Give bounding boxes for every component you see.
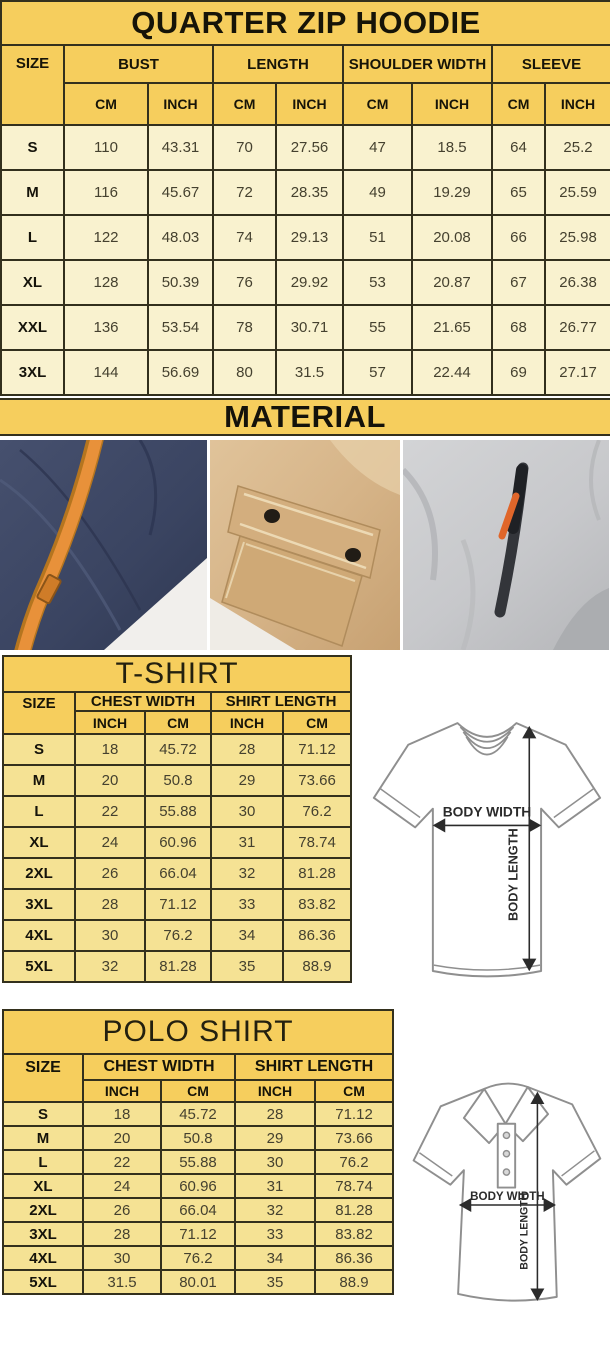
length-cm-cell: 76.2	[315, 1150, 393, 1174]
length-inch-cell: 32	[211, 858, 283, 889]
length-inch-cell: 33	[235, 1222, 315, 1246]
unit-header-cm: CM	[315, 1080, 393, 1102]
chest-cm-cell: 60.96	[161, 1174, 235, 1198]
size-cell: XL	[3, 1174, 83, 1198]
polo-table-row	[3, 1246, 393, 1270]
size-cell: 5XL	[3, 1270, 83, 1294]
tshirt-table-row	[3, 951, 351, 982]
unit-header-cm: CM	[145, 711, 211, 734]
hoodie-table-row	[1, 260, 610, 305]
column-header-shoulder-width: SHOULDER WIDTH	[343, 45, 492, 83]
chest-inch-cell: 26	[75, 858, 145, 889]
length-inch-cell: 30	[211, 796, 283, 827]
unit-header-inch: INCH	[276, 83, 343, 125]
length-cm-cell: 88.9	[315, 1270, 393, 1294]
size-cell: L	[3, 1150, 83, 1174]
chest-inch-cell: 26	[83, 1198, 161, 1222]
chest-cm-cell: 76.2	[145, 920, 211, 951]
unit-header-inch: INCH	[545, 83, 610, 125]
length-inch-cell: 34	[235, 1246, 315, 1270]
size-cell: 5XL	[3, 951, 75, 982]
bust-cm-cell: 116	[64, 170, 148, 215]
polo-section	[0, 1009, 610, 1319]
unit-header-cm: CM	[343, 83, 412, 125]
unit-header-cm: CM	[492, 83, 545, 125]
chest-cm-cell: 80.01	[161, 1270, 235, 1294]
unit-header-inch: INCH	[75, 711, 145, 734]
length-cm-cell: 86.36	[315, 1246, 393, 1270]
length-cm-cell: 83.82	[283, 889, 351, 920]
chest-cm-cell: 45.72	[161, 1102, 235, 1126]
tshirt-table-title: T-SHIRT	[3, 656, 351, 692]
size-cell: 2XL	[3, 1198, 83, 1222]
chest-inch-cell: 22	[75, 796, 145, 827]
shoulder-inch-cell: 20.08	[412, 215, 492, 260]
unit-header-inch: INCH	[148, 83, 213, 125]
bust-inch-cell: 56.69	[148, 350, 213, 395]
bust-cm-cell: 128	[64, 260, 148, 305]
hoodie-table-row	[1, 215, 610, 260]
shoulder-inch-cell: 20.87	[412, 260, 492, 305]
unit-header-cm: CM	[283, 711, 351, 734]
length-inch-cell: 30	[235, 1150, 315, 1174]
size-cell: XL	[1, 260, 64, 305]
length-inch-cell: 29.92	[276, 260, 343, 305]
size-cell: S	[1, 125, 64, 170]
size-cell: S	[3, 1102, 83, 1126]
size-cell: XXL	[1, 305, 64, 350]
size-cell: L	[3, 796, 75, 827]
length-cm-cell: 76.2	[283, 796, 351, 827]
material-photo-khaki-pocket	[210, 440, 400, 650]
size-cell: S	[3, 734, 75, 765]
sleeve-inch-cell: 25.2	[545, 125, 610, 170]
polo-table-title: POLO SHIRT	[3, 1010, 393, 1054]
body-width-label: BODY WIDTH	[470, 1190, 545, 1204]
polo-table-row	[3, 1198, 393, 1222]
polo-measurement-diagram	[402, 1061, 610, 1319]
unit-header-inch: INCH	[412, 83, 492, 125]
hoodie-table-row	[1, 170, 610, 215]
sleeve-inch-cell: 25.98	[545, 215, 610, 260]
size-cell: 3XL	[3, 1222, 83, 1246]
polo-table-row	[3, 1222, 393, 1246]
sleeve-cm-cell: 69	[492, 350, 545, 395]
chest-cm-cell: 50.8	[161, 1126, 235, 1150]
length-cm-cell: 70	[213, 125, 276, 170]
material-photo-gray-zipper	[403, 440, 609, 650]
chest-cm-cell: 45.72	[145, 734, 211, 765]
shoulder-inch-cell: 18.5	[412, 125, 492, 170]
body-length-label: BODY LENGTH	[505, 828, 521, 921]
chest-cm-cell: 50.8	[145, 765, 211, 796]
body-length-label: BODY LENGTH	[518, 1192, 531, 1270]
body-width-label: BODY WIDTH	[442, 804, 532, 820]
unit-header-inch: INCH	[83, 1080, 161, 1102]
length-inch-cell: 35	[235, 1270, 315, 1294]
size-cell: 4XL	[3, 1246, 83, 1270]
length-inch-cell: 31	[211, 827, 283, 858]
length-cm-cell: 86.36	[283, 920, 351, 951]
chest-inch-cell: 24	[83, 1174, 161, 1198]
length-cm-cell: 76	[213, 260, 276, 305]
shoulder-inch-cell: 21.65	[412, 305, 492, 350]
length-inch-cell: 30.71	[276, 305, 343, 350]
column-header-length: LENGTH	[213, 45, 343, 83]
chest-inch-cell: 18	[75, 734, 145, 765]
length-cm-cell: 88.9	[283, 951, 351, 982]
length-cm-cell: 78.74	[315, 1174, 393, 1198]
size-cell: M	[3, 1126, 83, 1150]
polo-table-row	[3, 1126, 393, 1150]
chest-cm-cell: 76.2	[161, 1246, 235, 1270]
shoulder-cm-cell: 51	[343, 215, 412, 260]
size-cell: 4XL	[3, 920, 75, 951]
unit-header-cm: CM	[213, 83, 276, 125]
chest-cm-cell: 81.28	[145, 951, 211, 982]
size-cell: M	[3, 765, 75, 796]
chest-inch-cell: 31.5	[83, 1270, 161, 1294]
length-cm-cell: 74	[213, 215, 276, 260]
length-cm-cell: 81.28	[315, 1198, 393, 1222]
sleeve-inch-cell: 27.17	[545, 350, 610, 395]
tshirt-table-row	[3, 796, 351, 827]
length-cm-cell: 78	[213, 305, 276, 350]
bust-inch-cell: 50.39	[148, 260, 213, 305]
material-photos-row	[0, 440, 610, 650]
bust-cm-cell: 110	[64, 125, 148, 170]
material-title: MATERIAL	[224, 399, 386, 434]
length-cm-cell: 81.28	[283, 858, 351, 889]
tshirt-measurement-diagram	[364, 707, 610, 993]
length-cm-cell: 83.82	[315, 1222, 393, 1246]
column-header-chest-width: CHEST WIDTH	[83, 1054, 235, 1080]
hoodie-table-row	[1, 125, 610, 170]
polo-size-table	[2, 1009, 394, 1295]
chest-inch-cell: 18	[83, 1102, 161, 1126]
length-cm-cell: 71.12	[283, 734, 351, 765]
length-inch-cell: 29	[235, 1126, 315, 1150]
sleeve-inch-cell: 26.38	[545, 260, 610, 305]
length-cm-cell: 73.66	[315, 1126, 393, 1150]
length-inch-cell: 28	[211, 734, 283, 765]
length-inch-cell: 28	[235, 1102, 315, 1126]
column-header-size: SIZE	[3, 692, 75, 734]
sleeve-inch-cell: 26.77	[545, 305, 610, 350]
bust-inch-cell: 53.54	[148, 305, 213, 350]
tshirt-table-row	[3, 889, 351, 920]
size-cell: 3XL	[1, 350, 64, 395]
bust-cm-cell: 144	[64, 350, 148, 395]
size-cell: XL	[3, 827, 75, 858]
sleeve-cm-cell: 68	[492, 305, 545, 350]
unit-header-inch: INCH	[211, 711, 283, 734]
sleeve-inch-cell: 25.59	[545, 170, 610, 215]
chest-cm-cell: 71.12	[161, 1222, 235, 1246]
length-inch-cell: 32	[235, 1198, 315, 1222]
chest-cm-cell: 55.88	[161, 1150, 235, 1174]
size-cell: L	[1, 215, 64, 260]
sleeve-cm-cell: 66	[492, 215, 545, 260]
length-cm-cell: 73.66	[283, 765, 351, 796]
unit-header-inch: INCH	[235, 1080, 315, 1102]
length-inch-cell: 33	[211, 889, 283, 920]
chest-cm-cell: 60.96	[145, 827, 211, 858]
unit-header-cm: CM	[64, 83, 148, 125]
chest-cm-cell: 55.88	[145, 796, 211, 827]
length-inch-cell: 29.13	[276, 215, 343, 260]
tshirt-table-row	[3, 920, 351, 951]
hoodie-size-table	[0, 0, 610, 396]
unit-header-cm: CM	[161, 1080, 235, 1102]
length-inch-cell: 31.5	[276, 350, 343, 395]
chest-inch-cell: 24	[75, 827, 145, 858]
chest-inch-cell: 20	[83, 1126, 161, 1150]
tshirt-table-row	[3, 858, 351, 889]
chest-inch-cell: 28	[83, 1222, 161, 1246]
column-header-shirt-length: SHIRT LENGTH	[211, 692, 351, 711]
length-cm-cell: 78.74	[283, 827, 351, 858]
sleeve-cm-cell: 65	[492, 170, 545, 215]
polo-table-row	[3, 1102, 393, 1126]
length-inch-cell: 34	[211, 920, 283, 951]
column-header-size: SIZE	[3, 1054, 83, 1102]
chest-inch-cell: 20	[75, 765, 145, 796]
shoulder-cm-cell: 47	[343, 125, 412, 170]
column-header-bust: BUST	[64, 45, 213, 83]
hoodie-table-row	[1, 305, 610, 350]
shoulder-cm-cell: 53	[343, 260, 412, 305]
chest-inch-cell: 28	[75, 889, 145, 920]
shoulder-cm-cell: 57	[343, 350, 412, 395]
length-inch-cell: 28.35	[276, 170, 343, 215]
sleeve-cm-cell: 67	[492, 260, 545, 305]
size-cell: 3XL	[3, 889, 75, 920]
column-header-size: SIZE	[1, 45, 64, 125]
shoulder-cm-cell: 49	[343, 170, 412, 215]
shoulder-inch-cell: 19.29	[412, 170, 492, 215]
bust-inch-cell: 45.67	[148, 170, 213, 215]
length-cm-cell: 80	[213, 350, 276, 395]
chest-inch-cell: 32	[75, 951, 145, 982]
length-inch-cell: 27.56	[276, 125, 343, 170]
chest-inch-cell: 30	[75, 920, 145, 951]
bust-inch-cell: 43.31	[148, 125, 213, 170]
chest-cm-cell: 66.04	[161, 1198, 235, 1222]
material-photo-navy-drawstring	[0, 440, 207, 650]
tshirt-table-row	[3, 734, 351, 765]
polo-table-row	[3, 1174, 393, 1198]
material-section-header	[0, 398, 610, 436]
bust-cm-cell: 122	[64, 215, 148, 260]
chest-cm-cell: 71.12	[145, 889, 211, 920]
bust-cm-cell: 136	[64, 305, 148, 350]
size-cell: 2XL	[3, 858, 75, 889]
shoulder-cm-cell: 55	[343, 305, 412, 350]
chest-cm-cell: 66.04	[145, 858, 211, 889]
chest-inch-cell: 30	[83, 1246, 161, 1270]
chest-inch-cell: 22	[83, 1150, 161, 1174]
polo-table-row	[3, 1150, 393, 1174]
length-cm-cell: 72	[213, 170, 276, 215]
hoodie-table-row	[1, 350, 610, 395]
shoulder-inch-cell: 22.44	[412, 350, 492, 395]
length-inch-cell: 31	[235, 1174, 315, 1198]
sleeve-cm-cell: 64	[492, 125, 545, 170]
hoodie-table-title: QUARTER ZIP HOODIE	[1, 1, 610, 45]
length-inch-cell: 29	[211, 765, 283, 796]
length-cm-cell: 71.12	[315, 1102, 393, 1126]
bust-inch-cell: 48.03	[148, 215, 213, 260]
tshirt-table-row	[3, 765, 351, 796]
column-header-sleeve: SLEEVE	[492, 45, 610, 83]
tshirt-section	[0, 655, 610, 993]
column-header-shirt-length: SHIRT LENGTH	[235, 1054, 393, 1080]
column-header-chest-width: CHEST WIDTH	[75, 692, 211, 711]
size-cell: M	[1, 170, 64, 215]
tshirt-table-row	[3, 827, 351, 858]
length-inch-cell: 35	[211, 951, 283, 982]
polo-table-row	[3, 1270, 393, 1294]
tshirt-size-table	[2, 655, 352, 983]
